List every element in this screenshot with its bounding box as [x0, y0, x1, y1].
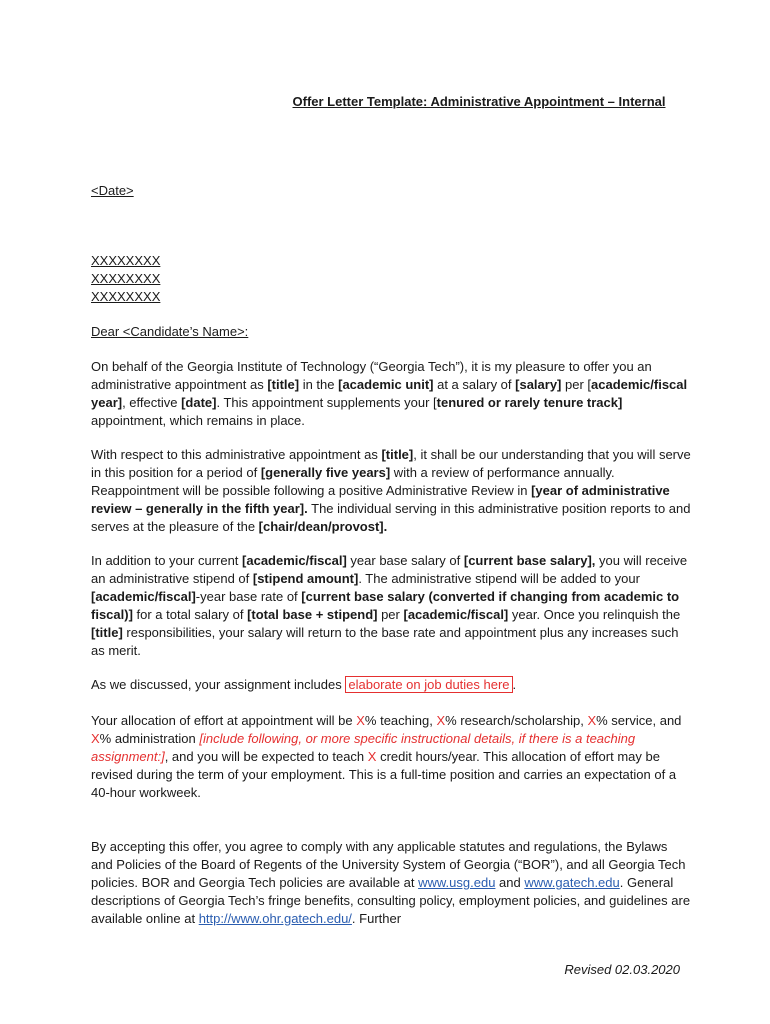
address-line: XXXXXXXX [91, 271, 161, 286]
paragraph-term: With respect to this administrative appointment as [title], it shall be our understanding that you will serve in this position for a period of [generally five years] with a review of performance annually. Reappointment will be possible following a positive Administrative Review in [year of administrative review – generally in the fifth year]. The individual serving in this administrative position reports to and serves at the pleasure of the [chair/dean/provost]. [91, 447, 691, 534]
paragraph-effort: Your allocation of effort at appointment will be X% teaching, X% research/scholarship, X% service, and X% administration [include following, or more specific instructional details, if there is a teaching assignment:], and you will be expected to teach X credit hours/year. This allocation of effort may be revised during the term of your employment. This is a full-time position and carries an expectation of a 40-hour workweek. [91, 713, 682, 800]
link-gatech[interactable]: www.gatech.edu [524, 875, 620, 890]
paragraph-salary: In addition to your current [academic/fiscal] year base salary of [current base salary], you will receive an administrative stipend of [stipend amount]. The administrative stipend will be added to your [academic/fiscal]-year base rate of [current base salary (converted if changing from academic to fiscal)] for a total salary of [total base + stipend] per [academic/fiscal] year. Once you relinquish the [title] responsibilities, your salary will return to the base rate and appointment plus any increases such as merit. [91, 553, 688, 658]
salutation: Dear <Candidate’s Name>: [91, 324, 249, 339]
paragraph-assignment: As we discussed, your assignment includes elaborate on job duties here . [91, 677, 517, 692]
paragraph-offer: On behalf of the Georgia Institute of Technology (“Georgia Tech”), it is my pleasure to offer you an administrative appointment as [title] in the [academic unit] at a salary of [salary] per [academic/fiscal year], effective [date]. This appointment supplements your [tenured or rarely tenure track] appointment, which remains in place. [91, 359, 688, 428]
document-title: Offer Letter Template: Administrative Appointment – Internal [292, 94, 666, 109]
link-ohr[interactable]: http://www.ohr.gatech.edu/ [198, 911, 352, 926]
date-placeholder: <Date> [91, 183, 134, 198]
address-block [91, 252, 691, 306]
job-duties-placeholder: elaborate on job duties here [345, 676, 512, 693]
address-line: XXXXXXXX [91, 289, 161, 304]
paragraph-policies: By accepting this offer, you agree to comply with any applicable statutes and regulations, the Bylaws and Policies of the Board of Regents of the University System of Georgia (“BOR”), and all Georgia Tech policies. BOR and Georgia Tech policies are available at www.usg.edu and www.gatech.edu. General descriptions of Georgia Tech’s fringe benefits, consulting policy, employment policies, and guidelines are available online at http://www.ohr.gatech.edu/. Further [91, 839, 691, 926]
revision-footer: Revised 02.03.2020 [564, 962, 680, 977]
link-usg[interactable]: www.usg.edu [418, 875, 496, 890]
address-line: XXXXXXXX [91, 253, 161, 268]
